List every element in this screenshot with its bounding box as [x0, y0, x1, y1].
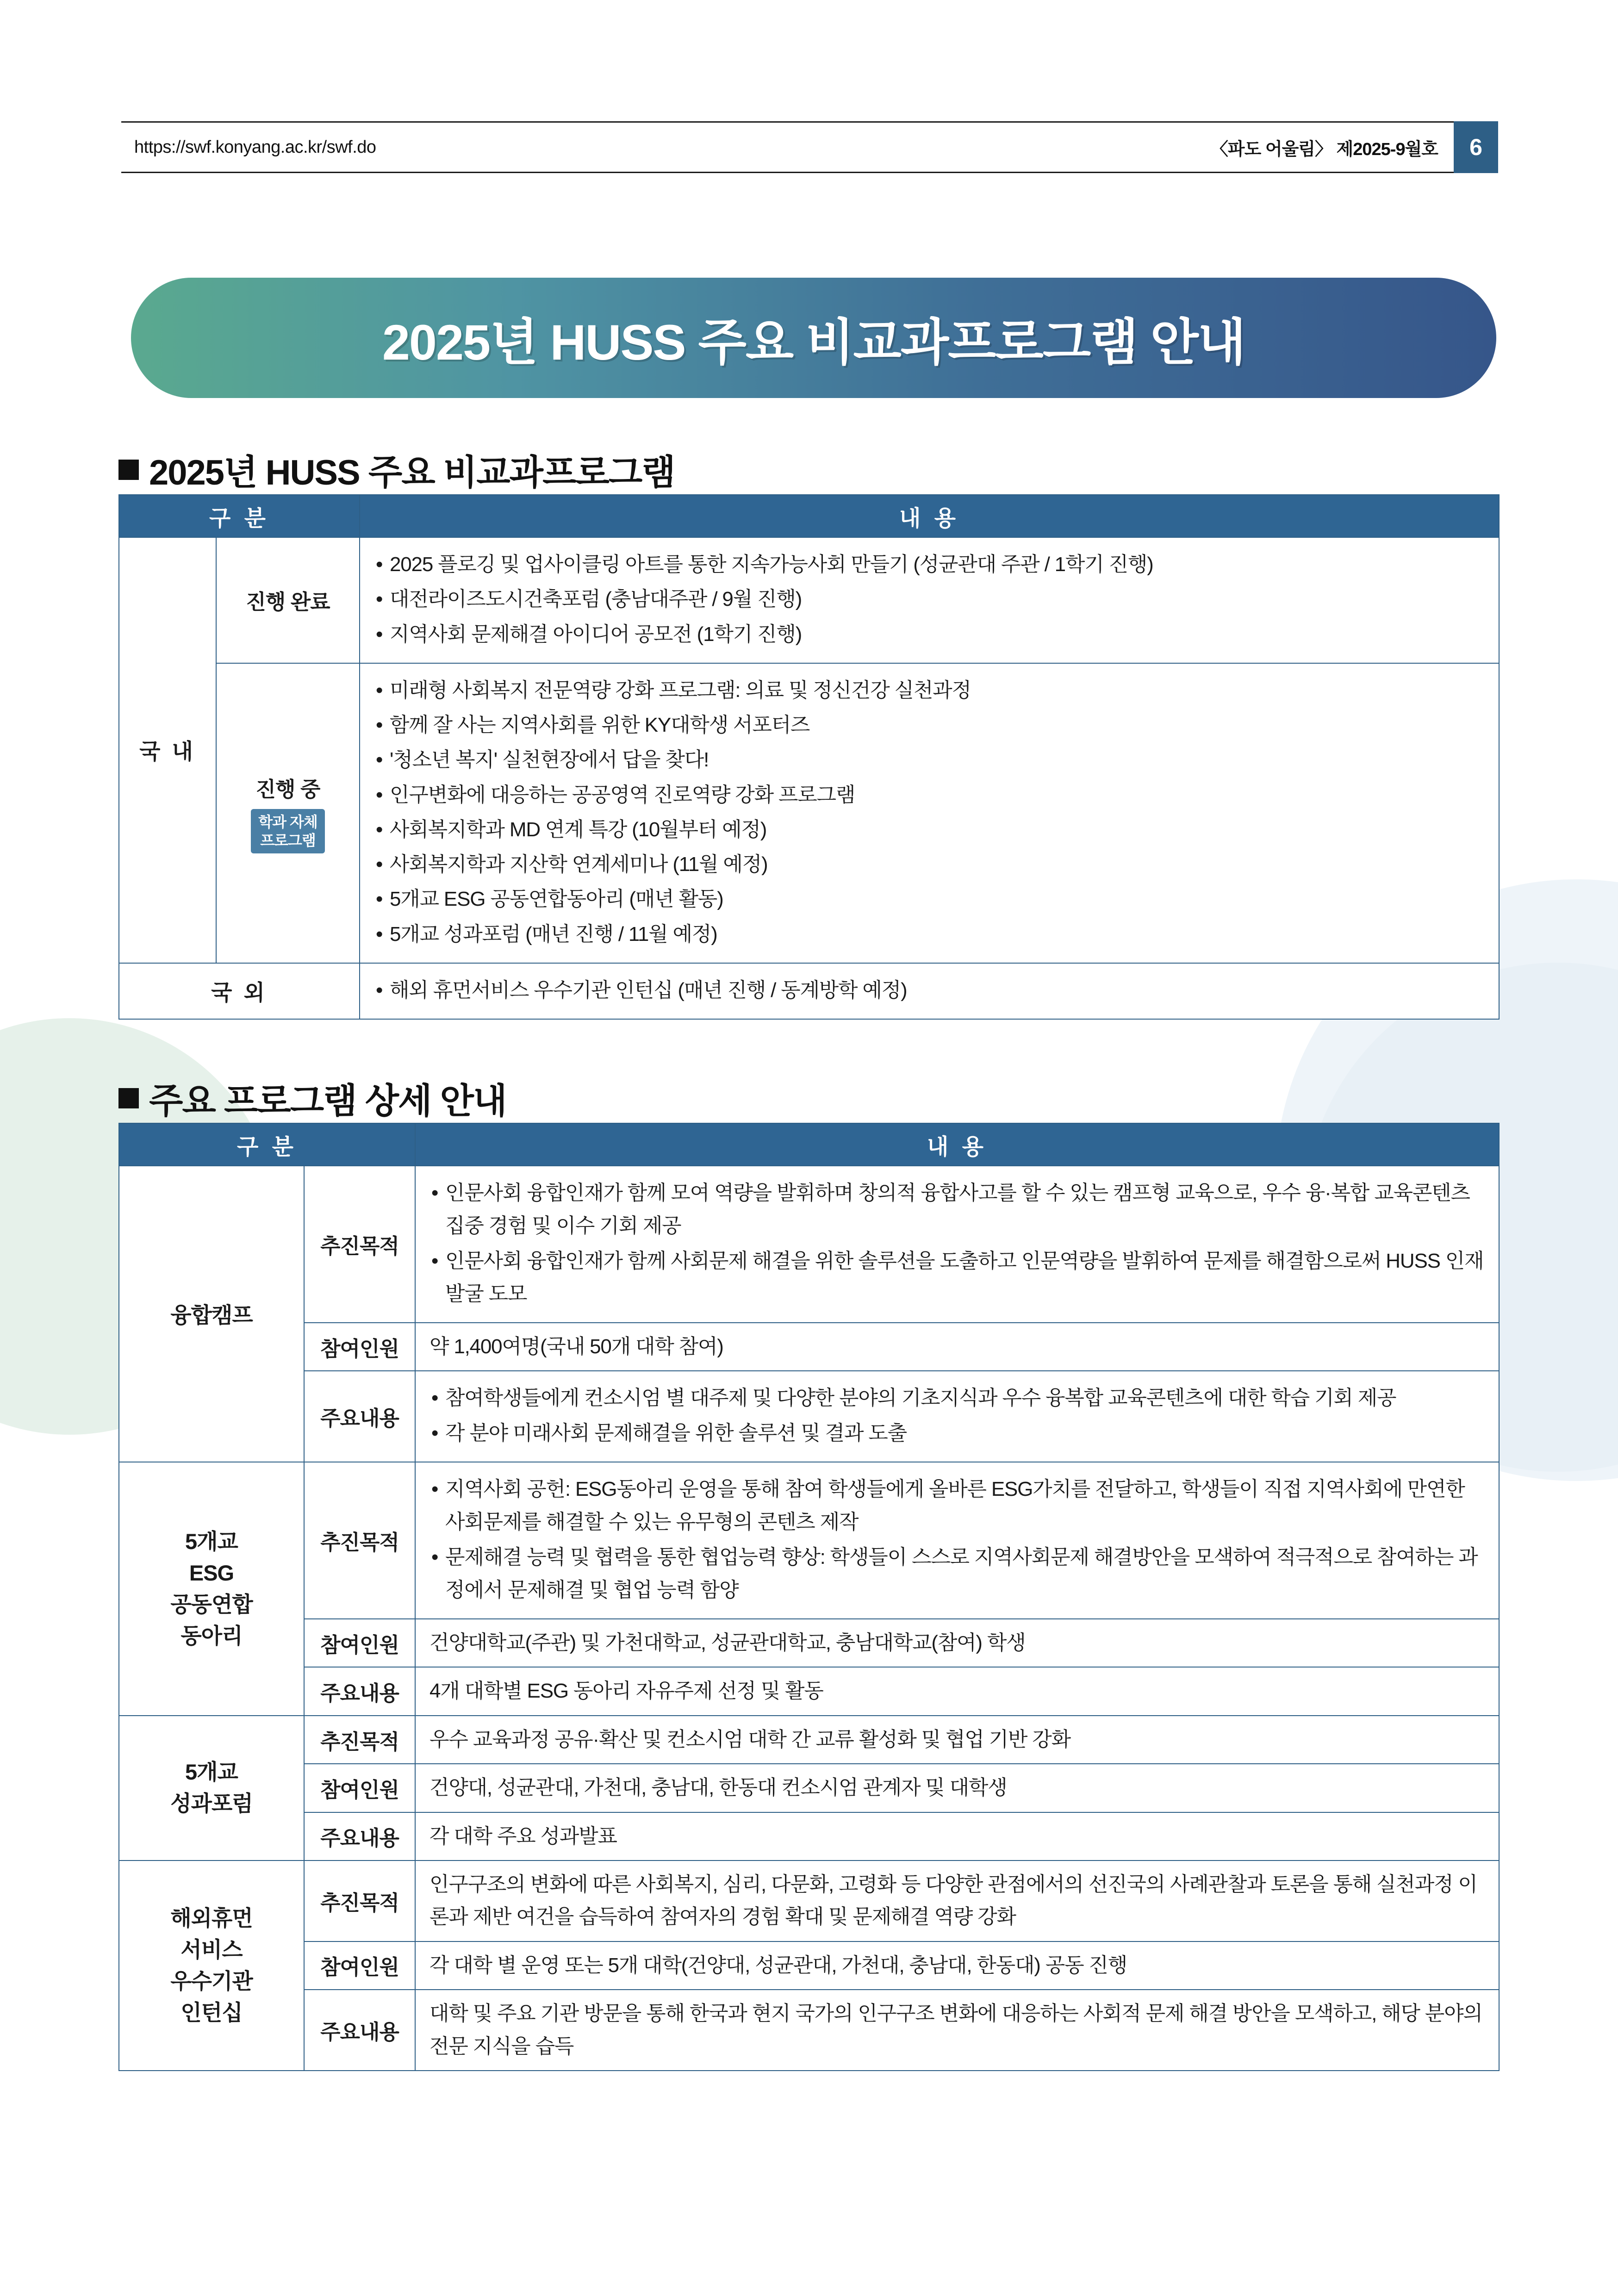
row-label-participants: 참여인원: [304, 1764, 415, 1812]
table-header-row: [119, 1123, 1499, 1166]
row-label-details: 주요내용: [304, 1812, 415, 1860]
content-participants: 건양대, 성균관대, 가천대, 충남대, 한동대 컨소시엄 관계자 및 대학생: [415, 1764, 1499, 1812]
header-url: https://swf.konyang.ac.kr/swf.do: [134, 137, 376, 157]
content-overseas: [360, 963, 1499, 1019]
square-bullet-icon: [118, 460, 139, 480]
section-heading-1: [118, 444, 675, 495]
badge-department-program: 학과 자체 프로그램: [251, 809, 325, 853]
list-item: • 인문사회 융합인재가 함께 모여 역량을 발휘하며 창의적 융합사고를 할 수 있는 캠프형 교육으로, 우수 융·복합 교육콘텐츠 집중 경험 및 이수 기회 제공: [429, 1176, 1487, 1243]
program-name-performance-forum: 5개교 성과포럼: [119, 1716, 304, 1860]
row-label-details: 주요내용: [304, 1371, 415, 1462]
category-domestic: 국 내: [119, 537, 216, 963]
table-row: [119, 1716, 1499, 1764]
table-row: [119, 1667, 1499, 1715]
row-label-participants: 참여인원: [304, 1619, 415, 1667]
col-header-category: 구 분: [119, 495, 360, 537]
page-number: 6: [1454, 121, 1498, 173]
list-item: • 참여학생들에게 컨소시엄 별 대주제 및 다양한 분야의 기초지식과 우수 융복합 교육콘텐츠에 대한 학습 기회 제공: [429, 1381, 1487, 1414]
list-item: • 미래형 사회복지 전문역량 강화 프로그램: 의료 및 정신건강 실천과정: [374, 674, 1487, 707]
content-details: 대학 및 주요 기관 방문을 통해 한국과 현지 국가의 인구구조 변화에 대응하는 사회적 문제 해결 방안을 모색하고, 해당 분야의 전문 지식을 습득: [415, 1990, 1499, 2071]
table-row: [119, 1371, 1499, 1462]
section-heading-2-label: 주요 프로그램 상세 안내: [149, 1082, 506, 1121]
content-purpose: 인구구조의 변화에 따른 사회복지, 심리, 다문화, 고령화 등 다양한 관점에서의 선진국의 사례관찰과 토론을 통해 실천과정 이론과 제반 여건을 습득하여 참여자의 경험 확대 및 문제해결 역량 강화: [415, 1860, 1499, 1941]
list-item: • 인구변화에 대응하는 공공영역 진로역량 강화 프로그램: [374, 778, 1487, 811]
page-header: [121, 121, 1498, 173]
table-row: [119, 1166, 1499, 1323]
table-row: [119, 1990, 1499, 2071]
table-row: [119, 1323, 1499, 1371]
row-label-purpose: 추진목적: [304, 1716, 415, 1764]
table-row: [119, 663, 1499, 963]
col-header-category: 구 분: [119, 1123, 415, 1166]
row-label-participants: 참여인원: [304, 1323, 415, 1371]
row-label-details: 주요내용: [304, 1990, 415, 2071]
program-name-overseas-internship: 해외휴먼 서비스 우수기관 인턴십: [119, 1860, 304, 2071]
table-row: [119, 1812, 1499, 1860]
page-title: 2025년 HUSS 주요 비교과프로그램 안내: [382, 314, 1245, 370]
square-bullet-icon: [118, 1088, 139, 1108]
content-ongoing: [360, 663, 1499, 963]
content-details: 4개 대학별 ESG 동아리 자유주제 선정 및 활동: [415, 1667, 1499, 1715]
subcategory-ongoing-label: 진행 중: [255, 778, 320, 802]
content-purpose: [415, 1166, 1499, 1323]
table-row: [119, 1619, 1499, 1667]
list-item: • 지역사회 공헌: ESG동아리 운영을 통해 참여 학생들에게 올바른 ESG가치를 전달하고, 학생들이 직접 지역사회에 만연한 사회문제를 해결할 수 있는 유무형의 콘텐츠 제작: [429, 1473, 1487, 1539]
list-item: • 사회복지학과 MD 연계 특강 (10월부터 예정): [374, 813, 1487, 846]
list-item: • 사회복지학과 지산학 연계세미나 (11월 예정): [374, 848, 1487, 881]
category-overseas: 국 외: [119, 963, 360, 1019]
row-label-purpose: 추진목적: [304, 1860, 415, 1941]
title-banner: [131, 278, 1496, 398]
subcategory-completed: 진행 완료: [216, 537, 360, 663]
table-row: [119, 1462, 1499, 1619]
table-header-row: [119, 495, 1499, 537]
table-row: [119, 1941, 1499, 1990]
list-item: • 지역사회 문제해결 아이디어 공모전 (1학기 진행): [374, 618, 1487, 651]
table-row: [119, 1860, 1499, 1941]
table-row: [119, 537, 1499, 663]
program-name-esg-club: 5개교 ESG 공동연합 동아리: [119, 1462, 304, 1716]
row-label-purpose: 추진목적: [304, 1462, 415, 1619]
row-label-purpose: 추진목적: [304, 1166, 415, 1323]
program-name-convergence-camp: 융합캠프: [119, 1166, 304, 1462]
row-label-participants: 참여인원: [304, 1941, 415, 1990]
list-item: • 5개교 성과포럼 (매년 진행 / 11월 예정): [374, 918, 1487, 951]
table-row: [119, 1764, 1499, 1812]
content-purpose: 우수 교육과정 공유·확산 및 컨소시엄 대학 간 교류 활성화 및 협업 기반 강화: [415, 1716, 1499, 1764]
content-participants: 각 대학 별 운영 또는 5개 대학(건양대, 성균관대, 가천대, 충남대, 한동대) 공동 진행: [415, 1941, 1499, 1990]
program-overview-table: [118, 494, 1500, 1020]
subcategory-ongoing: [216, 663, 360, 963]
list-item: • 5개교 ESG 공동연합동아리 (매년 활동): [374, 883, 1487, 915]
content-completed: [360, 537, 1499, 663]
content-participants: 약 1,400여명(국내 50개 대학 참여): [415, 1323, 1499, 1371]
content-participants: 건양대학교(주관) 및 가천대학교, 성균관대학교, 충남대학교(참여) 학생: [415, 1619, 1499, 1667]
list-item: • 각 분야 미래사회 문제해결을 위한 솔루션 및 결과 도출: [429, 1417, 1487, 1450]
content-details: [415, 1371, 1499, 1462]
col-header-content: 내 용: [360, 495, 1499, 537]
list-item: • 해외 휴먼서비스 우수기관 인턴십 (매년 진행 / 동계방학 예정): [374, 974, 1487, 1007]
header-issue: 〈파도 어울림〉 제2025-9월호: [1210, 139, 1438, 159]
section-heading-2: [118, 1073, 506, 1123]
content-purpose: [415, 1462, 1499, 1619]
list-item: • '청소년 복지' 실천현장에서 답을 찾다!: [374, 743, 1487, 776]
content-details: 각 대학 주요 성과발표: [415, 1812, 1499, 1860]
list-item: • 함께 잘 사는 지역사회를 위한 KY대학생 서포터즈: [374, 709, 1487, 741]
section-heading-1-label: 2025년 HUSS 주요 비교과프로그램: [149, 453, 675, 492]
table-row: [119, 963, 1499, 1019]
list-item: • 2025 플로깅 및 업사이클링 아트를 통한 지속가능사회 만들기 (성균관대 주관 / 1학기 진행): [374, 548, 1487, 581]
list-item: • 인문사회 융합인재가 함께 사회문제 해결을 위한 솔루션을 도출하고 인문역량을 발휘하여 문제를 해결함으로써 HUSS 인재 발굴 도모: [429, 1244, 1487, 1311]
list-item: • 문제해결 능력 및 협력을 통한 협업능력 향상: 학생들이 스스로 지역사회문제 해결방안을 모색하여 적극적으로 참여하는 과정에서 문제해결 및 협업 능력 함양: [429, 1541, 1487, 1607]
col-header-content: 내 용: [415, 1123, 1499, 1166]
row-label-details: 주요내용: [304, 1667, 415, 1715]
program-detail-table: [118, 1123, 1500, 2071]
list-item: • 대전라이즈도시건축포럼 (충남대주관 / 9월 진행): [374, 583, 1487, 616]
